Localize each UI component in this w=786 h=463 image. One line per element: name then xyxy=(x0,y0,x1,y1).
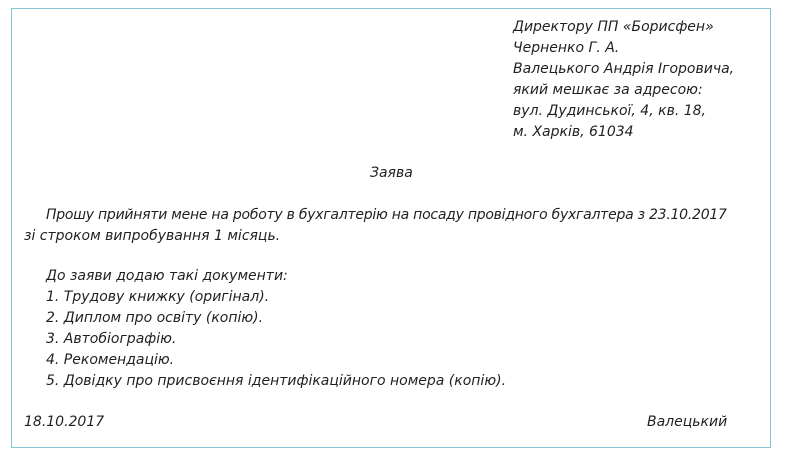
document-date: 18.10.2017 xyxy=(24,414,105,430)
addressee-line: м. Харків, 61034 xyxy=(513,124,634,140)
attachment-item: 1. Трудову книжку (оригінал). xyxy=(46,289,270,305)
attachment-item: 2. Диплом про освіту (копію). xyxy=(46,310,264,326)
document-title: Заява xyxy=(370,165,413,181)
addressee-line: який мешкає за адресою: xyxy=(513,82,703,98)
attachments-intro: До заяви додаю такі документи: xyxy=(46,268,288,284)
addressee-line: Валецького Андрія Ігоровича, xyxy=(513,61,735,77)
addressee-line: Черненко Г. А. xyxy=(513,40,620,56)
addressee-line: вул. Дудинської, 4, кв. 18, xyxy=(513,103,706,119)
attachment-item: 3. Автобіографію. xyxy=(46,331,177,347)
attachment-item: 5. Довідку про присвоєння ідентифікаційного номера (копію). xyxy=(46,373,507,389)
attachment-item: 4. Рекомендацію. xyxy=(46,352,175,368)
addressee-line: Директору ПП «Борисфен» xyxy=(513,19,714,35)
body-line-1: Прошу прийняти мене на роботу в бухгалтерію на посаду провідного бухгалтера з 23.10.2017 xyxy=(46,207,727,223)
signature: Валецький xyxy=(647,414,728,430)
body-line-2: зі строком випробування 1 місяць. xyxy=(24,228,281,244)
